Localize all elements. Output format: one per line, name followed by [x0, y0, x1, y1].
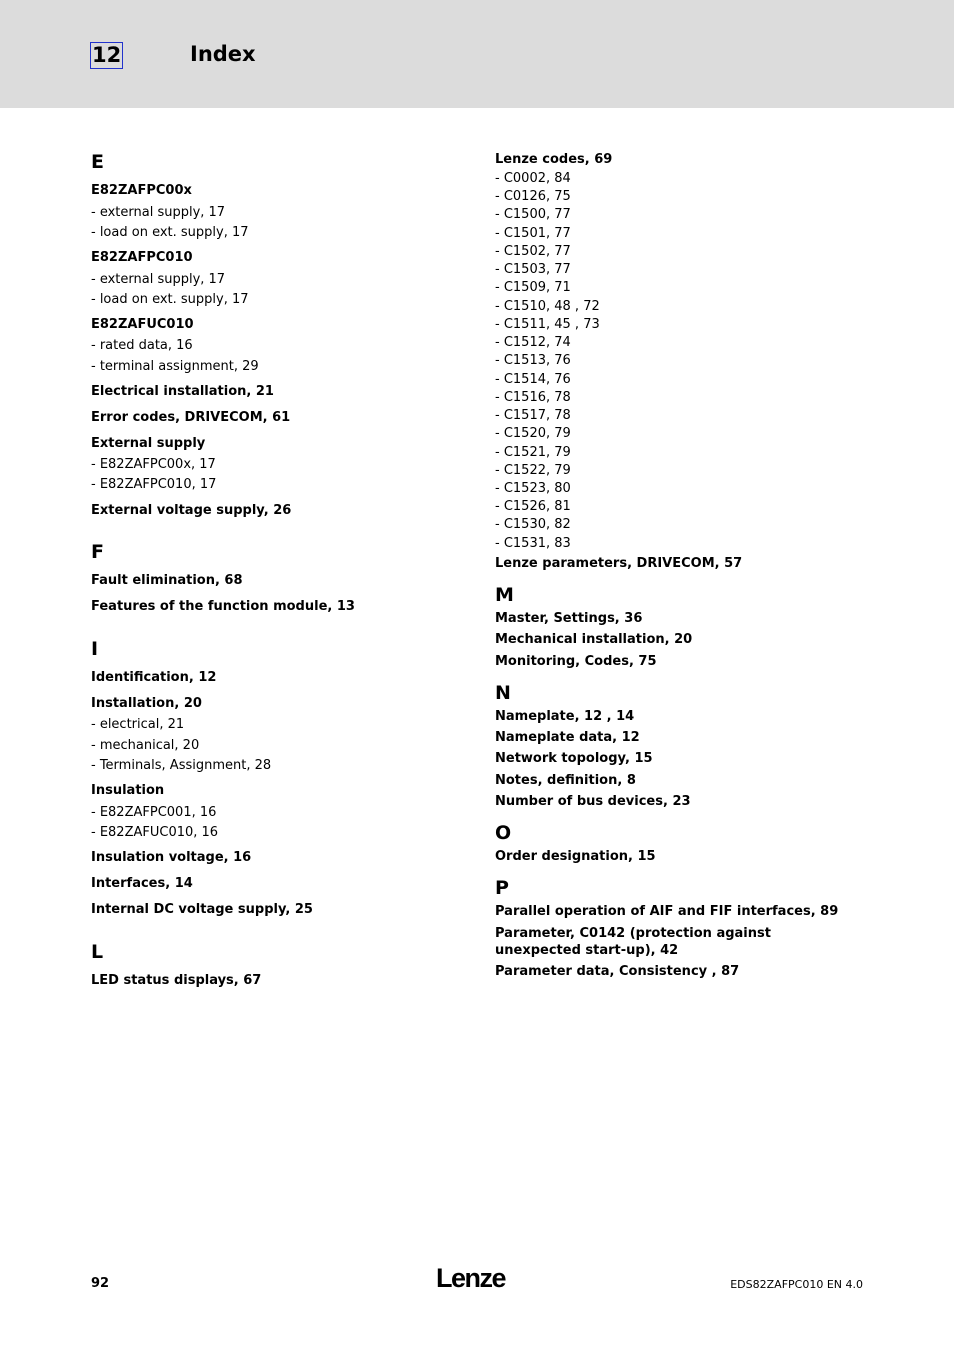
index-entry[interactable]: Nameplate data, 12 — [495, 730, 640, 745]
index-entry[interactable]: Internal DC voltage supply, 25 — [91, 902, 313, 917]
index-subentry[interactable]: - C1522, 79 — [495, 463, 571, 478]
index-subentry[interactable]: - mechanical, 20 — [91, 738, 200, 753]
index-letter-p: P — [495, 877, 509, 899]
chapter-title: Index — [190, 42, 256, 66]
index-letter-m: M — [495, 584, 514, 606]
index-entry[interactable]: Master, Settings, 36 — [495, 611, 643, 626]
index-letter-f: F — [91, 541, 104, 563]
index-entry[interactable]: Network topology, 15 — [495, 751, 653, 766]
index-entry[interactable]: Monitoring, Codes, 75 — [495, 654, 657, 669]
index-subentry[interactable]: - C1516, 78 — [495, 390, 571, 405]
index-subentry[interactable]: - C1530, 82 — [495, 517, 571, 532]
index-subentry[interactable]: - E82ZAFUC010, 16 — [91, 825, 219, 840]
index-subentry[interactable]: - C1500, 77 — [495, 207, 571, 222]
index-letter-n: N — [495, 682, 511, 704]
index-entry[interactable]: Fault elimination, 68 — [91, 573, 243, 588]
index-subentry[interactable]: - C0126, 75 — [495, 189, 571, 204]
index-entry[interactable]: Electrical installation, 21 — [91, 384, 274, 399]
index-subentry[interactable]: - Terminals, Assignment, 28 — [91, 758, 272, 773]
index-subentry[interactable]: - load on ext. supply, 17 — [91, 225, 249, 240]
index-entry[interactable]: Features of the function module, 13 — [91, 599, 355, 614]
index-entry[interactable]: Parameter, C0142 (protection against unexpected start-up), 42 — [495, 926, 771, 958]
index-subentry[interactable]: - E82ZAFPC00x, 17 — [91, 457, 216, 472]
index-subentry[interactable]: - C0002, 84 — [495, 171, 571, 186]
index-subentry[interactable]: - C1514, 76 — [495, 372, 571, 387]
index-entry[interactable]: Lenze codes, 69 — [495, 152, 613, 167]
index-entry[interactable]: Notes, definition, 8 — [495, 773, 636, 788]
index-subentry[interactable]: - C1520, 79 — [495, 426, 571, 441]
index-subentry[interactable]: - C1523, 80 — [495, 481, 571, 496]
index-letter-l: L — [91, 941, 104, 963]
index-entry[interactable]: E82ZAFPC010 — [91, 250, 193, 265]
index-entry[interactable]: Interfaces, 14 — [91, 876, 193, 891]
index-entry[interactable]: Lenze parameters, DRIVECOM, 57 — [495, 556, 743, 571]
index-letter-e: E — [91, 151, 104, 173]
chapter-number-link[interactable]: 12 — [92, 43, 122, 67]
index-entry[interactable]: Insulation voltage, 16 — [91, 850, 252, 865]
index-subentry[interactable]: - load on ext. supply, 17 — [91, 292, 249, 307]
index-subentry[interactable]: - C1526, 81 — [495, 499, 571, 514]
index-entry[interactable]: Nameplate, 12 , 14 — [495, 709, 635, 724]
index-letter-o: O — [495, 822, 512, 844]
index-entry[interactable]: Installation, 20 — [91, 696, 202, 711]
index-entry[interactable]: Order designation, 15 — [495, 849, 656, 864]
lenze-logo: Lenze — [436, 1263, 506, 1293]
index-subentry[interactable]: - C1503, 77 — [495, 262, 571, 277]
document-id: EDS82ZAFPC010 EN 4.0 — [730, 1278, 863, 1291]
index-entry[interactable]: External voltage supply, 26 — [91, 503, 292, 518]
index-subentry[interactable]: - C1513, 76 — [495, 353, 571, 368]
index-entry[interactable]: LED status displays, 67 — [91, 973, 262, 988]
index-entry[interactable]: Insulation — [91, 783, 165, 798]
index-subentry[interactable]: - C1517, 78 — [495, 408, 571, 423]
index-entry[interactable]: E82ZAFUC010 — [91, 317, 194, 332]
index-entry[interactable]: E82ZAFPC00x — [91, 183, 192, 198]
index-entry[interactable]: Identification, 12 — [91, 670, 217, 685]
index-subentry[interactable]: - C1501, 77 — [495, 226, 571, 241]
index-subentry[interactable]: - C1521, 79 — [495, 445, 571, 460]
chapter-header — [0, 0, 954, 108]
index-subentry[interactable]: - external supply, 17 — [91, 272, 226, 287]
index-entry[interactable]: Parallel operation of AIF and FIF interfaces, 89 — [495, 904, 839, 919]
index-entry[interactable]: External supply — [91, 436, 206, 451]
index-subentry[interactable]: - E82ZAFPC010, 17 — [91, 477, 217, 492]
index-entry[interactable]: Error codes, DRIVECOM, 61 — [91, 410, 291, 425]
index-subentry[interactable]: - rated data, 16 — [91, 338, 193, 353]
index-entry[interactable]: Number of bus devices, 23 — [495, 794, 691, 809]
index-subentry[interactable]: - external supply, 17 — [91, 205, 226, 220]
index-subentry[interactable]: - terminal assignment, 29 — [91, 359, 259, 374]
index-subentry[interactable]: - C1531, 83 — [495, 536, 571, 551]
index-subentry[interactable]: - C1511, 45 , 73 — [495, 317, 600, 332]
page-number: 92 — [91, 1276, 110, 1291]
index-subentry[interactable]: - C1509, 71 — [495, 280, 571, 295]
index-subentry[interactable]: - C1512, 74 — [495, 335, 571, 350]
index-entry[interactable]: Mechanical installation, 20 — [495, 632, 693, 647]
index-subentry[interactable]: - E82ZAFPC001, 16 — [91, 805, 217, 820]
index-letter-i: I — [91, 638, 99, 660]
index-subentry[interactable]: - C1510, 48 , 72 — [495, 299, 600, 314]
index-subentry[interactable]: - electrical, 21 — [91, 717, 185, 732]
index-subentry[interactable]: - C1502, 77 — [495, 244, 571, 259]
index-entry[interactable]: Parameter data, Consistency , 87 — [495, 964, 740, 979]
